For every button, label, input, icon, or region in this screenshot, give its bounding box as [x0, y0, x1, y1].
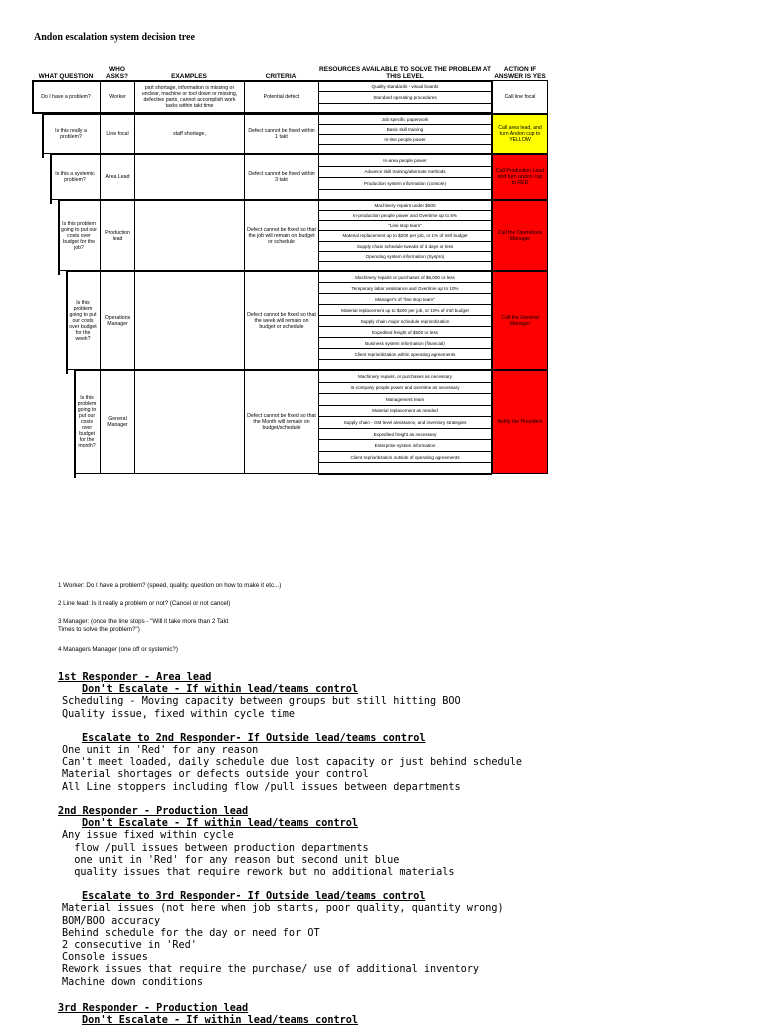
section-line: Material shortages or defects outside your control: [62, 769, 369, 781]
question-cell: Do I have a problem?: [41, 94, 91, 100]
resource-item: Management team: [318, 393, 492, 406]
who-asks-cell: Production lead: [100, 200, 134, 271]
resource-item: Supply chain - GM level assistance, and inventory strategies: [318, 416, 492, 429]
examples-cell: [134, 370, 244, 474]
escalation-section: [58, 672, 758, 794]
criteria-cell: Potential defect: [244, 80, 318, 114]
resource-item: Enterprise system information: [318, 439, 492, 452]
resource-item: Material replacement as needed: [318, 405, 492, 418]
section-line: Material issues (not here when job starts, poor quality, quantity wrong): [62, 903, 504, 915]
section-line: Can't meet loaded, daily schedule due lost capacity or just behind schedule: [62, 757, 523, 769]
section-line: 2 consecutive in 'Red': [62, 940, 197, 952]
who-asks-cell: Operations Manager: [100, 271, 134, 370]
resource-item: [318, 462, 492, 475]
section-heading: 2nd Responder - Production lead: [58, 806, 249, 817]
section-line: one unit in 'Red' for any reason but second unit blue: [62, 854, 400, 866]
section-line: Console issues: [62, 952, 148, 964]
resource-item: Expedited freight as necessary: [318, 428, 492, 441]
subsection-heading: Escalate to 2nd Responder- If Outside lead/teams control: [82, 732, 426, 744]
criteria-cell: Defect cannot be fixed within 3 takt: [244, 154, 318, 200]
resource-item: Material replacement up to $200 per job, or 1% of mtrl budget: [318, 230, 492, 241]
section-heading: 3rd Responder - Production lead: [58, 1003, 249, 1014]
header-who-asks: WHO ASKS?: [105, 66, 129, 80]
resource-item: Client reprioritization outside of operating agreements: [318, 451, 492, 464]
resource-item: Expedited freight of $500 or less: [318, 326, 492, 338]
resource-item: In-company people power and overtime as necessary: [318, 382, 492, 395]
criteria-cell: Defect cannot be fixed so that the week will remain on budget or schedule: [244, 271, 318, 370]
header-resources: RESOURCES AVAILABLE TO SOLVE THE PROBLEM AT THIS LEVEL: [319, 66, 491, 80]
action-cell: Call area lead, and turn Andon cup to YELLOW: [492, 114, 548, 154]
section-line: Machine down conditions: [62, 976, 204, 988]
subsection-heading: Don't Escalate - If within lead/teams control: [82, 1015, 359, 1027]
resource-item: Operating system information (Syspro): [318, 251, 492, 262]
question-cell: Is this really a problem?: [55, 128, 87, 140]
resource-item: "Line stop team": [318, 220, 492, 231]
question-cell: Is this problem going to put our costs over budget for the month?: [77, 395, 97, 449]
examples-cell: [134, 200, 244, 271]
criteria-cell: Defect cannot be fixed so that the Month will remain on budget/schedule: [244, 370, 318, 474]
document-title: Andon escalation system decision tree: [34, 32, 195, 43]
section-line: One unit in 'Red' for any reason: [62, 745, 259, 757]
escalation-section: [58, 1003, 758, 1027]
resource-item: Machinery repairs, or purchases as necessary: [318, 370, 492, 383]
action-cell: Call the Operations Manager: [492, 200, 548, 271]
resource-item: In-production people power and Overtime up to 5%: [318, 210, 492, 221]
action-cell: Call line focal: [492, 80, 548, 114]
note-line: Times to solve the problem?"): [58, 626, 140, 633]
resource-item: Temporary labor assistance and Overtime up to 10%: [318, 282, 492, 294]
question-cell: Is this problem going to put our costs over budget for the job?: [60, 220, 98, 251]
examples-cell: staff shortage,: [134, 114, 244, 154]
resource-item: Advance skill training/alternate methods: [318, 166, 492, 179]
resource-item: Business system information (financial): [318, 337, 492, 349]
action-cell: Notify the President: [492, 370, 548, 474]
resource-item: Manager's of "line stop team": [318, 293, 492, 305]
section-line: Quality issue, fixed within cycle time: [62, 708, 296, 720]
spacer: [58, 721, 758, 733]
resource-item: Machinery repairs under $500: [318, 200, 492, 211]
question-cell: Is this problem going to put our costs over budget for the week?: [69, 299, 97, 342]
section-line: flow /pull issues between production departments: [62, 842, 369, 854]
resource-item: Job specific paperwork: [318, 114, 492, 125]
who-asks-cell: Worker: [100, 80, 134, 114]
examples-cell: [134, 154, 244, 200]
resource-item: Production system information (console): [318, 177, 492, 190]
examples-cell: part shortage, information is missing or unclear, machine or tool down or missing, defective parts, cannot accomplish work tasks within takt time: [134, 80, 244, 114]
who-asks-cell: Area Lead: [100, 154, 134, 200]
action-cell: Call the General Manager: [492, 271, 548, 370]
note-line: 4 Managers Manager (one off or systemic?): [58, 646, 178, 653]
who-asks-cell: General Manager: [100, 370, 134, 474]
header-criteria: CRITERIA: [265, 73, 297, 80]
header-what-question: WHAT QUESTION: [38, 73, 94, 80]
section-line: Behind schedule for the day or need for OT: [62, 927, 320, 939]
header-examples: EXAMPLES: [171, 73, 207, 80]
subsection-heading: Don't Escalate - If within lead/teams control: [82, 684, 359, 696]
resource-item: Supply chain schedule tweaks of 3 days or less: [318, 241, 492, 252]
section-line: quality issues that require rework but no additional materials: [62, 867, 455, 879]
resource-item: Supply chain major schedule reprioritization: [318, 315, 492, 327]
section-heading: 1st Responder - Area lead: [58, 672, 212, 683]
spacer: [58, 879, 758, 891]
section-line: Rework issues that require the purchase/ use of additional inventory: [62, 964, 480, 976]
decision-tree-table: [32, 56, 548, 478]
resource-item: In-line people power: [318, 134, 492, 145]
section-line: All Line stoppers including flow /pull issues between departments: [62, 781, 461, 793]
question-cell: Is this a systemic problem?: [55, 171, 95, 183]
who-asks-cell: Line focal: [100, 114, 134, 154]
resource-item: Quality standards - visual boards: [318, 80, 492, 92]
subsection-heading: Don't Escalate - If within lead/teams control: [82, 818, 359, 830]
section-line: Any issue fixed within cycle: [62, 830, 234, 842]
resource-item: In-area people power: [318, 154, 492, 167]
note-line: 2 Line lead: Is it really a problem or not? (Cancel or not cancel): [58, 600, 231, 607]
escalation-section: [58, 806, 758, 989]
action-cell: Call Production Lead and turn andon cup to RED: [492, 154, 548, 200]
resource-item: Machinery repairs or purchases of $5,000 or less: [318, 271, 492, 283]
note-line: 3 Manager: (once the line stops - "Will it take more than 2 Takt: [58, 618, 229, 625]
header-action: ACTION IF ANSWER IS YES: [494, 66, 546, 80]
section-line: BOM/BOO accuracy: [62, 915, 161, 927]
resource-item: Material replacement up to $200 per job, or 10% of mtrl budget: [318, 304, 492, 316]
subsection-heading: Escalate to 3rd Responder- If Outside lead/teams control: [82, 891, 426, 903]
resource-item: Standard operating procedures: [318, 91, 492, 103]
criteria-cell: Defect cannot be fixed so that the job will remain on budget or schedule: [244, 200, 318, 271]
resource-item: Basic skill training: [318, 124, 492, 135]
note-line: 1 Worker: Do I have a problem? (speed, quality, question on how to make it etc...): [58, 582, 282, 589]
section-line: Scheduling - Moving capacity between groups but still hitting BOO: [62, 696, 461, 708]
criteria-cell: Defect cannot be fixed within 1 takt: [244, 114, 318, 154]
resource-item: Client reprioritization within operating agreements: [318, 348, 492, 360]
examples-cell: [134, 271, 244, 370]
